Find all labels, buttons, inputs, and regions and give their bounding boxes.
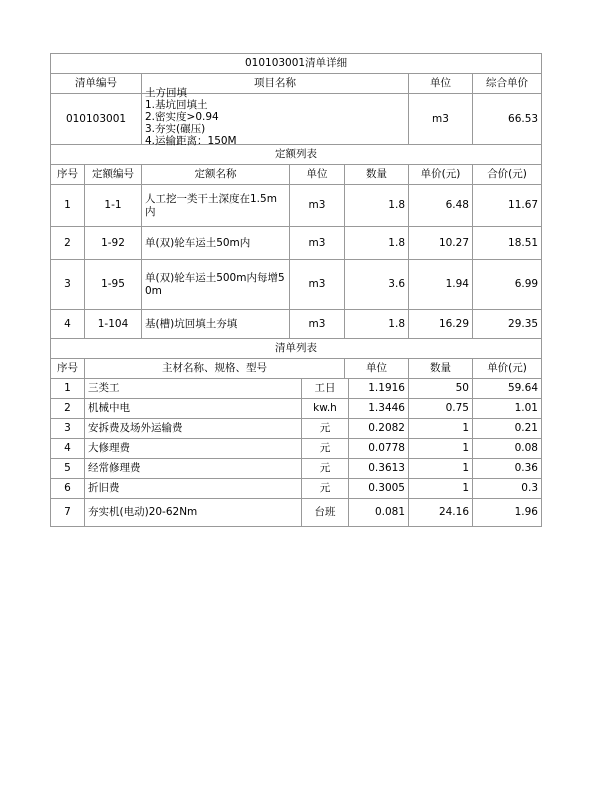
material-name: 机械中电 — [85, 399, 302, 419]
materials-table — [50, 378, 542, 527]
bill-detail-table — [50, 53, 542, 379]
quota-price: 10.27 — [409, 227, 473, 260]
table-row — [51, 379, 542, 399]
quota-unit: m3 — [290, 185, 345, 227]
material-unit: 元 — [302, 459, 349, 479]
table-row — [51, 439, 542, 459]
materials-header-price: 单价(元) — [473, 359, 542, 379]
material-qty: 0.2082 — [349, 419, 409, 439]
table-row — [51, 499, 542, 527]
item-desc-line: 2.密实度>0.94 — [145, 111, 219, 123]
quota-no: 1 — [51, 185, 85, 227]
material-name: 大修理费 — [85, 439, 302, 459]
material-no: 4 — [51, 439, 85, 459]
materials-header-name: 主材名称、规格、型号 — [85, 359, 345, 379]
materials-header-qty: 数量 — [409, 359, 473, 379]
item-price: 66.53 — [473, 94, 542, 145]
material-name: 经常修理费 — [85, 459, 302, 479]
material-name: 安拆费及场外运输费 — [85, 419, 302, 439]
item-desc-line: 3.夯实(碾压) — [145, 123, 206, 135]
table-row — [51, 227, 542, 260]
quota-name: 单(双)轮车运土500m内每增50m — [142, 260, 290, 310]
material-no: 1 — [51, 379, 85, 399]
material-no: 2 — [51, 399, 85, 419]
material-no: 5 — [51, 459, 85, 479]
table-row — [51, 459, 542, 479]
table-row — [51, 185, 542, 227]
material-no: 6 — [51, 479, 85, 499]
quota-header-no: 序号 — [51, 165, 85, 185]
quota-unit: m3 — [290, 310, 345, 339]
material-price: 1 — [409, 439, 473, 459]
material-price: 0.75 — [409, 399, 473, 419]
table-row — [51, 310, 542, 339]
material-price: 24.16 — [409, 499, 473, 527]
material-price: 50 — [409, 379, 473, 399]
item-code: 010103001 — [51, 94, 142, 145]
quota-name: 单(双)轮车运土50m内 — [142, 227, 290, 260]
material-price: 1 — [409, 419, 473, 439]
quota-header-total: 合价(元) — [473, 165, 542, 185]
quota-code: 1-92 — [85, 227, 142, 260]
quota-price: 16.29 — [409, 310, 473, 339]
quota-header-price: 单价(元) — [409, 165, 473, 185]
material-qty: 1.3446 — [349, 399, 409, 419]
quota-code: 1-104 — [85, 310, 142, 339]
table-row — [51, 479, 542, 499]
material-qty: 0.3613 — [349, 459, 409, 479]
material-total: 59.64 — [473, 379, 542, 399]
material-price: 1 — [409, 459, 473, 479]
quota-no: 3 — [51, 260, 85, 310]
quota-no: 4 — [51, 310, 85, 339]
quota-no: 2 — [51, 227, 85, 260]
item-desc-line: 1.基坑回填土 — [145, 99, 208, 111]
item-unit: m3 — [409, 94, 473, 145]
quota-section-title: 定额列表 — [51, 145, 542, 165]
material-unit: 台班 — [302, 499, 349, 527]
material-total: 1.01 — [473, 399, 542, 419]
quota-header-code: 定额编号 — [85, 165, 142, 185]
quota-name: 人工挖一类干土深度在1.5m内 — [142, 185, 290, 227]
quota-qty: 1.8 — [345, 310, 409, 339]
quota-unit: m3 — [290, 260, 345, 310]
price-header: 综合单价 — [473, 74, 542, 94]
table-row — [51, 260, 542, 310]
materials-header-no: 序号 — [51, 359, 85, 379]
quota-header-qty: 数量 — [345, 165, 409, 185]
code-header: 清单编号 — [51, 74, 142, 94]
sheet-title: 010103001清单详细 — [51, 54, 542, 74]
quota-name: 基(槽)坑回填土夯填 — [142, 310, 290, 339]
material-unit: kw.h — [302, 399, 349, 419]
quota-total: 18.51 — [473, 227, 542, 260]
material-total: 0.36 — [473, 459, 542, 479]
quota-qty: 1.8 — [345, 227, 409, 260]
material-price: 1 — [409, 479, 473, 499]
material-qty: 0.081 — [349, 499, 409, 527]
materials-header-unit: 单位 — [345, 359, 409, 379]
item-description — [142, 87, 409, 147]
materials-section-title: 清单列表 — [51, 339, 542, 359]
quota-code: 1-95 — [85, 260, 142, 310]
quota-total: 29.35 — [473, 310, 542, 339]
table-row — [51, 399, 542, 419]
item-desc-line: 4.运输距离：150M — [145, 135, 237, 147]
quota-price: 6.48 — [409, 185, 473, 227]
material-name: 折旧费 — [85, 479, 302, 499]
item-desc-line: 土方回填 — [145, 87, 187, 99]
quota-code: 1-1 — [85, 185, 142, 227]
quota-header-unit: 单位 — [290, 165, 345, 185]
table-row — [51, 419, 542, 439]
material-qty: 1.1916 — [349, 379, 409, 399]
quota-qty: 1.8 — [345, 185, 409, 227]
name-header: 项目名称 — [142, 74, 409, 94]
material-unit: 元 — [302, 479, 349, 499]
material-qty: 0.0778 — [349, 439, 409, 459]
material-total: 1.96 — [473, 499, 542, 527]
material-no: 3 — [51, 419, 85, 439]
material-unit: 工日 — [302, 379, 349, 399]
quota-qty: 3.6 — [345, 260, 409, 310]
material-name: 夯实机(电动)20-62Nm — [85, 499, 302, 527]
material-no: 7 — [51, 499, 85, 527]
material-name: 三类工 — [85, 379, 302, 399]
material-total: 0.08 — [473, 439, 542, 459]
unit-header: 单位 — [409, 74, 473, 94]
material-unit: 元 — [302, 439, 349, 459]
quota-price: 1.94 — [409, 260, 473, 310]
material-total: 0.21 — [473, 419, 542, 439]
quota-header-name: 定额名称 — [142, 165, 290, 185]
material-qty: 0.3005 — [349, 479, 409, 499]
quota-unit: m3 — [290, 227, 345, 260]
quota-total: 11.67 — [473, 185, 542, 227]
material-total: 0.3 — [473, 479, 542, 499]
quota-total: 6.99 — [473, 260, 542, 310]
material-unit: 元 — [302, 419, 349, 439]
